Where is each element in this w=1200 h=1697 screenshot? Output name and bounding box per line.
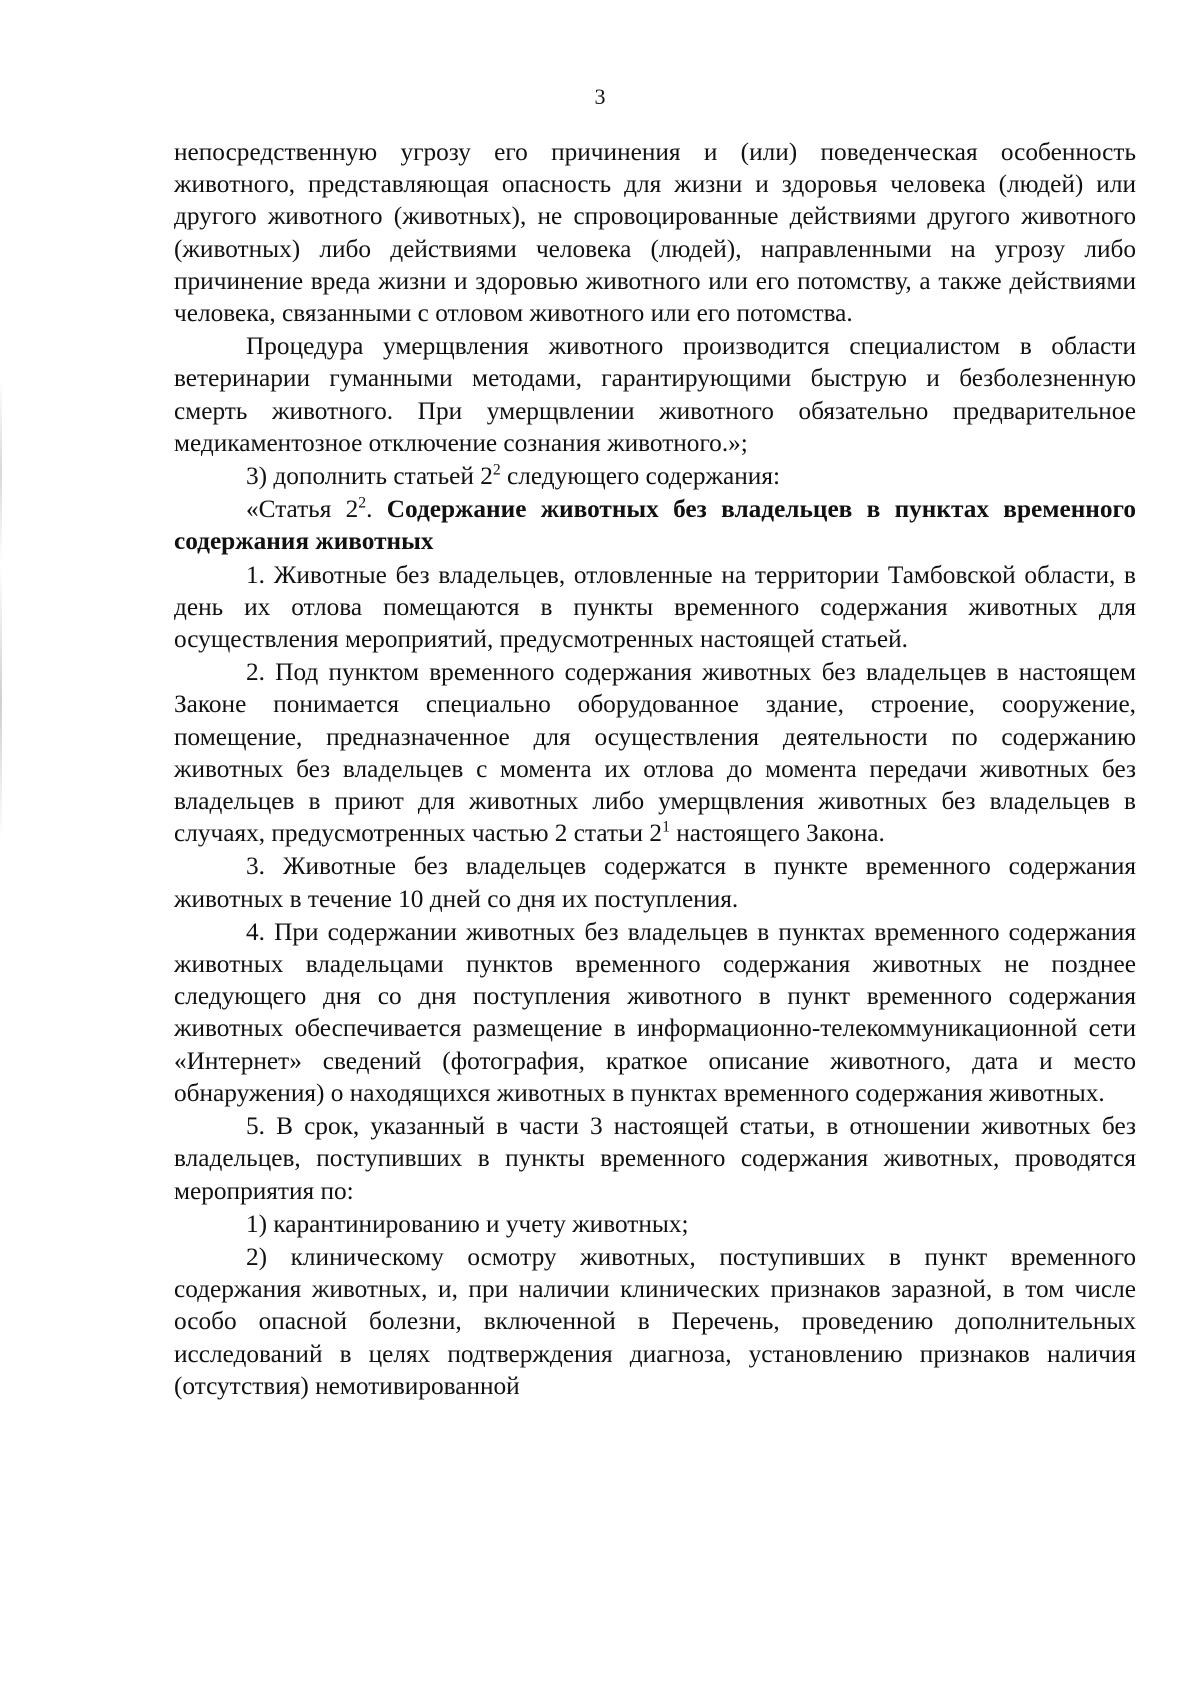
article-part-2-text: 2. Под пунктом временного содержания животных без владельцев в настоящем Законе понимается специально оборудованное здание, строение, сооружение, помещение, предназначенное для осуществления деятельности по содержанию животных без владельцев с момента их отлова до момента передачи животных без владельцев в приют для животных либо умерщвления животных без владельцев в случаях, предусмотренных частью 2 статьи 2: [174, 658, 1136, 848]
amendment-item-3-text: 3) дополнить статьей 2: [246, 462, 493, 491]
amendment-item-3: [174, 460, 1136, 492]
page-number: 3: [594, 84, 606, 109]
article-part-5-subitem-2: 2) клиническому осмотру животных, поступивших в пункт временного содержания животных, и, при наличии клинических признаков заразной, в том числе особо опасной болезни, включенной в Перечень, проведению дополнительных исследований в целях подтверждения диагноза, установлению признаков наличия (отсутствия) немотивированной: [174, 1242, 1136, 1400]
article-part-5: 5. В срок, указанный в части 3 настоящей статьи, в отношении животных без владельцев, поступивших в пункты временного содержания животных, проводятся мероприятия по:: [174, 1112, 1136, 1205]
amendment-item-3-tail: следующего содержания:: [500, 462, 780, 491]
article-part-3: 3. Животные без владельцев содержатся в пункте временного содержания животных в течение 10 дней со дня их поступления.: [174, 852, 1136, 913]
amendment-item-3-superscript: 2: [492, 461, 501, 479]
paragraph-euthanasia-procedure: Процедура умерщвления животного производится специалистом в области ветеринарии гуманными методами, гарантирующими быструю и безболезненную смерть животного. При умерщвлении животного обязательно предварительное медикаментозное отключение сознания животного.»;: [174, 332, 1136, 457]
article-part-2-superscript: 1: [662, 818, 670, 836]
article-part-5-subitem-1: 1) карантинированию и учету животных;: [246, 1209, 689, 1238]
article-heading-superscript: 2: [358, 494, 367, 512]
article-part-2: [174, 656, 1136, 849]
article-part-1: 1. Животные без владельцев, отловленные на территории Тамбовской области, в день их отлова помещаются в пункты временного содержания животных для осуществления мероприятий, предусмотренных настоящей статьей.: [174, 560, 1136, 654]
article-part-2-tail: настоящего Закона.: [669, 819, 885, 848]
scan-edge-artifact: [0, 380, 2, 840]
article-heading-label: «Статья 2: [246, 495, 359, 524]
article-heading-dot: .: [366, 495, 387, 524]
document-body: [174, 136, 1136, 1402]
article-heading: [174, 493, 1136, 557]
article-heading-title: Содержание животных без владельцев в пунктах временного содержания животных: [174, 495, 1136, 556]
paragraph-continuation: непосредственную угрозу его причинения и (или) поведенческая особенность животного, представляющая опасность для жизни и здоровья человека (людей) или другого животного (животных), не спровоцированные действиями другого животного (животных) либо действиями человека (людей), направленными на угрозу либо причинение вреда жизни и здоровью животного или его потомству, а также действиями человека, связанными с отловом животного или его потомства.: [174, 138, 1136, 328]
article-part-4: 4. При содержании животных без владельцев в пунктах временного содержания животных владельцами пунктов временного содержания животных не позднее следующего дня со дня поступления животного в пункт временного содержания животных обеспечивается размещение в информационно-телекоммуникационной сети «Интернет» сведений (фотография, краткое описание животного, дата и место обнаружения) о находящихся животных в пунктах временного содержания животных.: [174, 917, 1136, 1107]
